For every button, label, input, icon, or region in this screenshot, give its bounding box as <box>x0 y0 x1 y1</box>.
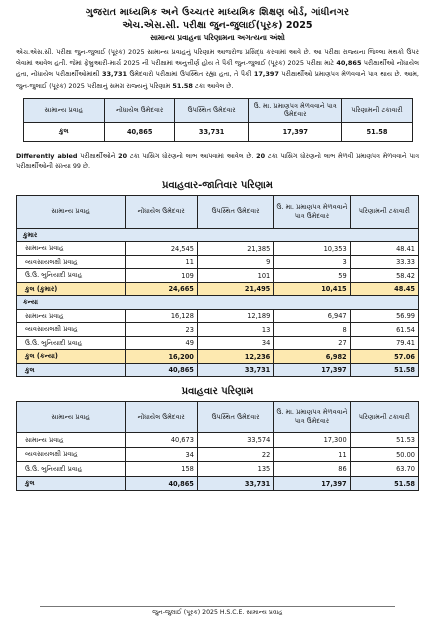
row-label: કુલ <box>17 476 126 491</box>
grand-total-row <box>17 363 419 377</box>
cell-appeared: 12,236 <box>197 350 273 364</box>
header-eligible: ઉ. મા. પ્રમાણપત્ર મેળવવાને પાત્ર ઉમેદવાર <box>274 195 350 228</box>
group-row-boys <box>17 228 419 242</box>
summary-header-stream: સામાન્ય પ્રવાહ <box>23 98 105 122</box>
header-registered: નોંધાયેલ ઉમેદવાર <box>125 402 197 433</box>
note-bold-3: 20 <box>256 151 266 160</box>
table-row <box>17 447 419 462</box>
cell-appeared: 33,574 <box>197 433 273 448</box>
stream-gender-table <box>16 195 419 378</box>
summary-cell: 17,397 <box>249 122 342 141</box>
cell-appeared: 33,731 <box>197 476 273 491</box>
cell-percent: 51.58 <box>350 363 418 377</box>
note-text-2: ટકા પાસિંગ ધોરણનો લાભ આપવામાં આવેલ છે. <box>127 151 257 160</box>
cell-percent: 51.53 <box>350 433 418 448</box>
intro-text-4: પરીક્ષાર્થીઓ પ્રમાણપત્ર મેળવવાને પાત્ર થાય છે. આમ, જુન-જુલાઈ (પૂરક) 2025 પરીક્ષાનું સમગ્ર રાજ્યનું પરિણામ <box>16 70 419 90</box>
cell-registered: 40,673 <box>125 433 197 448</box>
subtotal-row-boys <box>17 282 419 296</box>
cell-percent: 79.41 <box>350 336 418 350</box>
intro-text-2: પરીક્ષાર્થીઓ નોંધાયેલ હતા, નોંધાયેલ પરીક્ષાર્થીઓમાંથી <box>16 59 419 79</box>
summary-cell: 51.58 <box>342 122 412 141</box>
row-label: વ્યવસાયલક્ષી પ્રવાહ <box>17 447 126 462</box>
row-label: કુલ (કુમાર) <box>17 282 126 296</box>
cell-eligible: 10,415 <box>274 282 350 296</box>
intro-text-5: ટકા આવેલ છે. <box>192 81 234 90</box>
cell-eligible: 10,353 <box>274 242 350 256</box>
cell-percent: 51.58 <box>350 476 418 491</box>
cell-eligible: 59 <box>274 269 350 283</box>
row-label: ઉ.ઉ. બુનિયાદી પ્રવાહ <box>17 269 126 283</box>
exam-title: એચ.એસ.સી. પરીક્ષા જુન-જુલાઈ(પૂરક) 2025 <box>122 20 313 31</box>
table-row <box>17 462 419 477</box>
summary-header-appeared: ઉપસ્થિત ઉમેદવાર <box>175 98 249 122</box>
summary-header-percent: પરિણામની ટકાવારી <box>342 98 412 122</box>
summary-cell: 33,731 <box>175 122 249 141</box>
cell-percent: 50.00 <box>350 447 418 462</box>
summary-cell: 40,865 <box>105 122 175 141</box>
header-appeared: ઉપસ્થિત ઉમેદવાર <box>197 402 273 433</box>
cell-appeared: 33,731 <box>197 363 273 377</box>
row-label: ઉ.ઉ. બુનિયાદી પ્રવાહ <box>17 336 126 350</box>
summary-cell: કુલ <box>23 122 105 141</box>
row-label: કુલ <box>17 363 126 377</box>
group-label-girls: કન્યા <box>17 296 419 310</box>
cell-appeared: 135 <box>197 462 273 477</box>
cell-appeared: 13 <box>197 323 273 337</box>
cell-eligible: 86 <box>274 462 350 477</box>
table-row <box>17 336 419 350</box>
cell-percent: 48.45 <box>350 282 418 296</box>
note-text-3: ટકા પાસિંગ ધોરણનો લાભ મેળવી પ્રમાણપત્ર મેળવવાને પાત્ર પરીક્ષાર્થીઓની સંખ્યા 99 છે. <box>16 151 419 171</box>
group-label-boys: કુમાર <box>17 228 419 242</box>
subtotal-row-girls <box>17 350 419 364</box>
cell-percent: 48.41 <box>350 242 418 256</box>
cell-appeared: 34 <box>197 336 273 350</box>
row-label: સામાન્ય પ્રવાહ <box>17 309 126 323</box>
cell-eligible: 11 <box>274 447 350 462</box>
cell-registered: 24,665 <box>125 282 197 296</box>
group-row-girls <box>17 296 419 310</box>
row-label: ઉ.ઉ. બુનિયાદી પ્રવાહ <box>17 462 126 477</box>
table-row <box>17 242 419 256</box>
cell-registered: 158 <box>125 462 197 477</box>
cell-registered: 49 <box>125 336 197 350</box>
cell-registered: 23 <box>125 323 197 337</box>
intro-appeared-count: 33,731 <box>101 70 128 79</box>
differently-abled-note <box>16 151 419 172</box>
intro-eligible-count: 17,397 <box>253 70 279 79</box>
cell-eligible: 6,982 <box>274 350 350 364</box>
cell-percent: 63.70 <box>350 462 418 477</box>
cell-eligible: 8 <box>274 323 350 337</box>
summary-header-eligible: ઉ. મા. પ્રમાણપત્ર મેળવવાને પાત્ર ઉમેદવાર <box>249 98 342 122</box>
cell-eligible: 17,397 <box>274 476 350 491</box>
section-title-stream-gender: પ્રવાહવાર-જાતિવાર પરિણામ <box>161 179 273 191</box>
row-label: વ્યવસાયલક્ષી પ્રવાહ <box>17 323 126 337</box>
intro-result-percent: 51.58 <box>172 81 193 90</box>
cell-percent: 56.99 <box>350 309 418 323</box>
cell-registered: 11 <box>125 255 197 269</box>
cell-registered: 24,545 <box>125 242 197 256</box>
page-footer: જુન-જુલાઈ (પૂરક) 2025 H.S.C.E. સામાન્ય પ્રવાહ <box>152 609 283 616</box>
note-text-1: પરીક્ષાર્થીઓને <box>77 151 119 160</box>
total-row <box>17 476 419 491</box>
header-eligible: ઉ. મા. પ્રમાણપત્ર મેળવવાને પાત્ર ઉમેદવાર <box>274 402 350 433</box>
stream-table <box>16 401 419 491</box>
table-row <box>17 255 419 269</box>
summary-header-registered: નોંધાયેલ ઉમેદવાર <box>105 98 175 122</box>
header-percent: પરિણામની ટકાવારી <box>350 195 418 228</box>
intro-text-1: એચ.એસ.સી. પરીક્ષા જુન-જુલાઈ (પૂરક) 2025 સામાન્ય પ્રવાહનું પરિણામ આજરોજ પ્રસિદ્ધ કરવામાં આવે છે. આ પરીક્ષા રાજ્યના જિલ્લા મથકો ઉપર લેવામાં આવેલ હતી. જેમાં ફેબ્રુઆરી-માર્ચ 2025 ની પરીક્ષામાં અનુત્તીર્ણ હોય તે પૈકી જુન-જુલાઈ (પૂરક) 2025 પરીક્ષા માટે <box>16 48 419 68</box>
cell-appeared: 22 <box>197 447 273 462</box>
header-stream: સામાન્ય પ્રવાહ <box>17 402 126 433</box>
cell-eligible: 3 <box>274 255 350 269</box>
row-label: વ્યવસાયલક્ષી પ્રવાહ <box>17 255 126 269</box>
cell-appeared: 21,385 <box>197 242 273 256</box>
table-row <box>17 323 419 337</box>
cell-registered: 16,128 <box>125 309 197 323</box>
intro-text-3: ઉમેદવારો પરીક્ષામાં ઉપસ્થિત રહ્યા હતા, તે પૈકી <box>127 70 254 79</box>
summary-table <box>23 98 413 142</box>
table-row <box>17 433 419 448</box>
cell-appeared: 12,189 <box>197 309 273 323</box>
cell-registered: 109 <box>125 269 197 283</box>
header-stream: સામાન્ય પ્રવાહ <box>17 195 126 228</box>
board-name: ગુજરાત માધ્યમિક અને ઉચ્ચતર માધ્યમિક શિક્ષણ બોર્ડ, ગાંધીનગર <box>85 7 350 18</box>
note-bold-1: Differently abled <box>16 151 78 160</box>
cell-appeared: 21,495 <box>197 282 273 296</box>
cell-registered: 40,865 <box>125 476 197 491</box>
cell-eligible: 17,397 <box>274 363 350 377</box>
section-title-stream: પ્રવાહવાર પરિણામ <box>181 386 254 398</box>
cell-percent: 33.33 <box>350 255 418 269</box>
row-label: કુલ (કન્યા) <box>17 350 126 364</box>
cell-percent: 58.42 <box>350 269 418 283</box>
cell-appeared: 9 <box>197 255 273 269</box>
document-subtitle: સામાન્ય પ્રવાહના પરિણામના અગત્યના અંશો <box>150 33 285 42</box>
intro-paragraph <box>16 47 419 92</box>
summary-row <box>23 122 412 141</box>
cell-registered: 40,865 <box>125 363 197 377</box>
intro-registered-count: 40,865 <box>336 59 362 68</box>
footer-divider <box>40 606 395 607</box>
header-appeared: ઉપસ્થિત ઉમેદવાર <box>197 195 273 228</box>
cell-eligible: 6,947 <box>274 309 350 323</box>
cell-registered: 16,200 <box>125 350 197 364</box>
cell-registered: 34 <box>125 447 197 462</box>
row-label: સામાન્ય પ્રવાહ <box>17 433 126 448</box>
cell-eligible: 17,300 <box>274 433 350 448</box>
header-percent: પરિણામની ટકાવારી <box>350 402 418 433</box>
cell-percent: 57.06 <box>350 350 418 364</box>
header-registered: નોંધાયેલ ઉમેદવાર <box>125 195 197 228</box>
table-row <box>17 269 419 283</box>
note-bold-2: 20 <box>118 151 128 160</box>
row-label: સામાન્ય પ્રવાહ <box>17 242 126 256</box>
cell-percent: 61.54 <box>350 323 418 337</box>
cell-appeared: 101 <box>197 269 273 283</box>
cell-eligible: 27 <box>274 336 350 350</box>
table-row <box>17 309 419 323</box>
